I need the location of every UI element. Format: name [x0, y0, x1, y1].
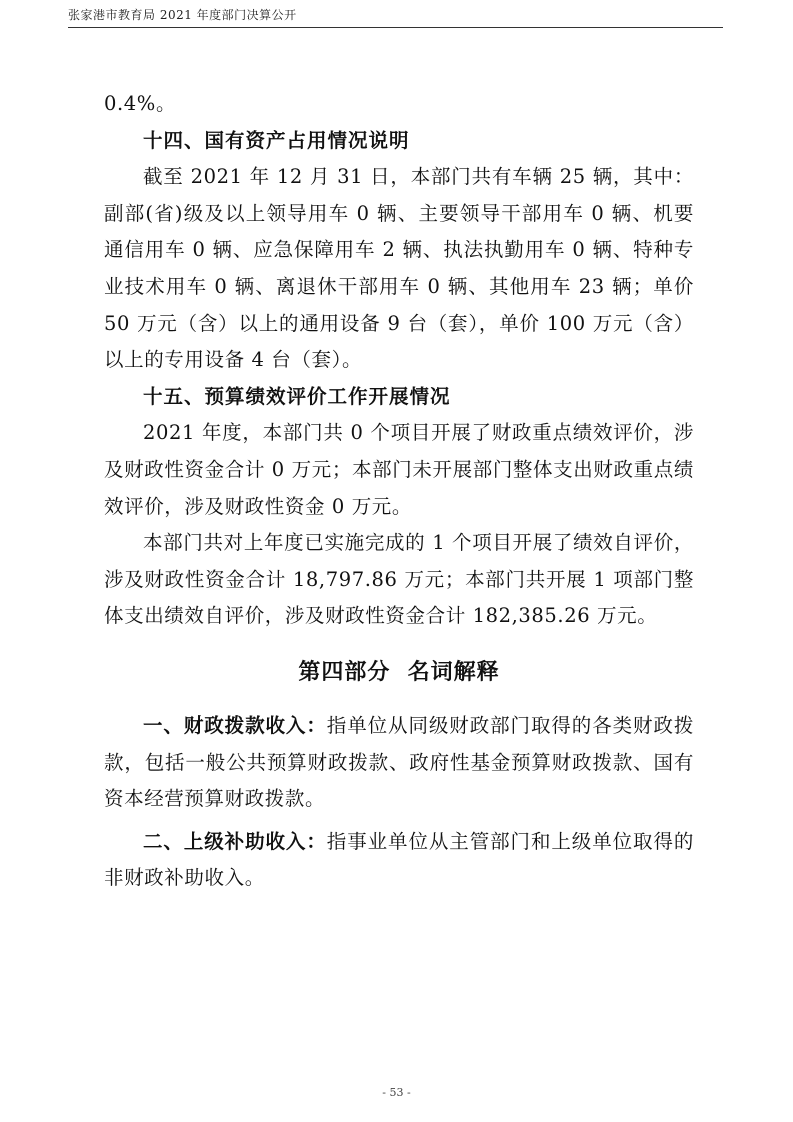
term-definition-fiscal-appropriation: [104, 708, 694, 818]
term-label: 二、上级补助收入：: [143, 829, 327, 853]
continuation-text: 0.4%。: [104, 92, 177, 115]
assets-paragraph: 截至 2021 年 12 月 31 日，本部门共有车辆 25 辆，其中：副部(省)级及以上领导用车 0 辆、主要领导干部用车 0 辆、机要通信用车 0 辆、应急保障用车 2 辆、执法执勤用车 0 辆、特种专业技术用车 0 辆、离退休干部用车 0 辆、其他用车 23 辆；单价 50 万元（含）以上的通用设备 9 台（套），单价 100 万元（含）以上的专用设备 4 台（套）。: [104, 165, 694, 372]
term-definition-superior-subsidy: [104, 824, 694, 897]
term-text: 指事业单位从主管部门和上级单位取得的非财政补助收入。: [104, 829, 694, 890]
document-body: [104, 86, 694, 897]
section-heading-performance: 十五、预算绩效评价工作开展情况: [143, 384, 451, 408]
header-divider: [68, 27, 723, 28]
page-header: 张家港市教育局 2021 年度部门决算公开: [68, 8, 297, 22]
part-title: 第四部分 名词解释: [298, 659, 500, 685]
page-number: - 53 -: [382, 1086, 411, 1099]
section-heading-assets: 十四、国有资产占用情况说明: [143, 128, 410, 152]
performance-paragraph-1: 2021 年度，本部门共 0 个项目开展了财政重点绩效评价，涉及财政性资金合计 0 万元；本部门未开展部门整体支出财政重点绩效评价，涉及财政性资金 0 万元。: [104, 421, 694, 518]
performance-paragraph-2: 本部门共对上年度已实施完成的 1 个项目开展了绩效自评价，涉及财政性资金合计 18,797.86 万元；本部门共开展 1 项部门整体支出绩效自评价，涉及财政性资金合计 182,385.26 万元。: [104, 531, 694, 628]
term-text: 指单位从同级财政部门取得的各类财政拨款，包括一般公共预算财政拨款、政府性基金预算财政拨款、国有资本经营预算财政拨款。: [104, 713, 694, 811]
term-label: 一、财政拨款收入：: [143, 713, 327, 737]
